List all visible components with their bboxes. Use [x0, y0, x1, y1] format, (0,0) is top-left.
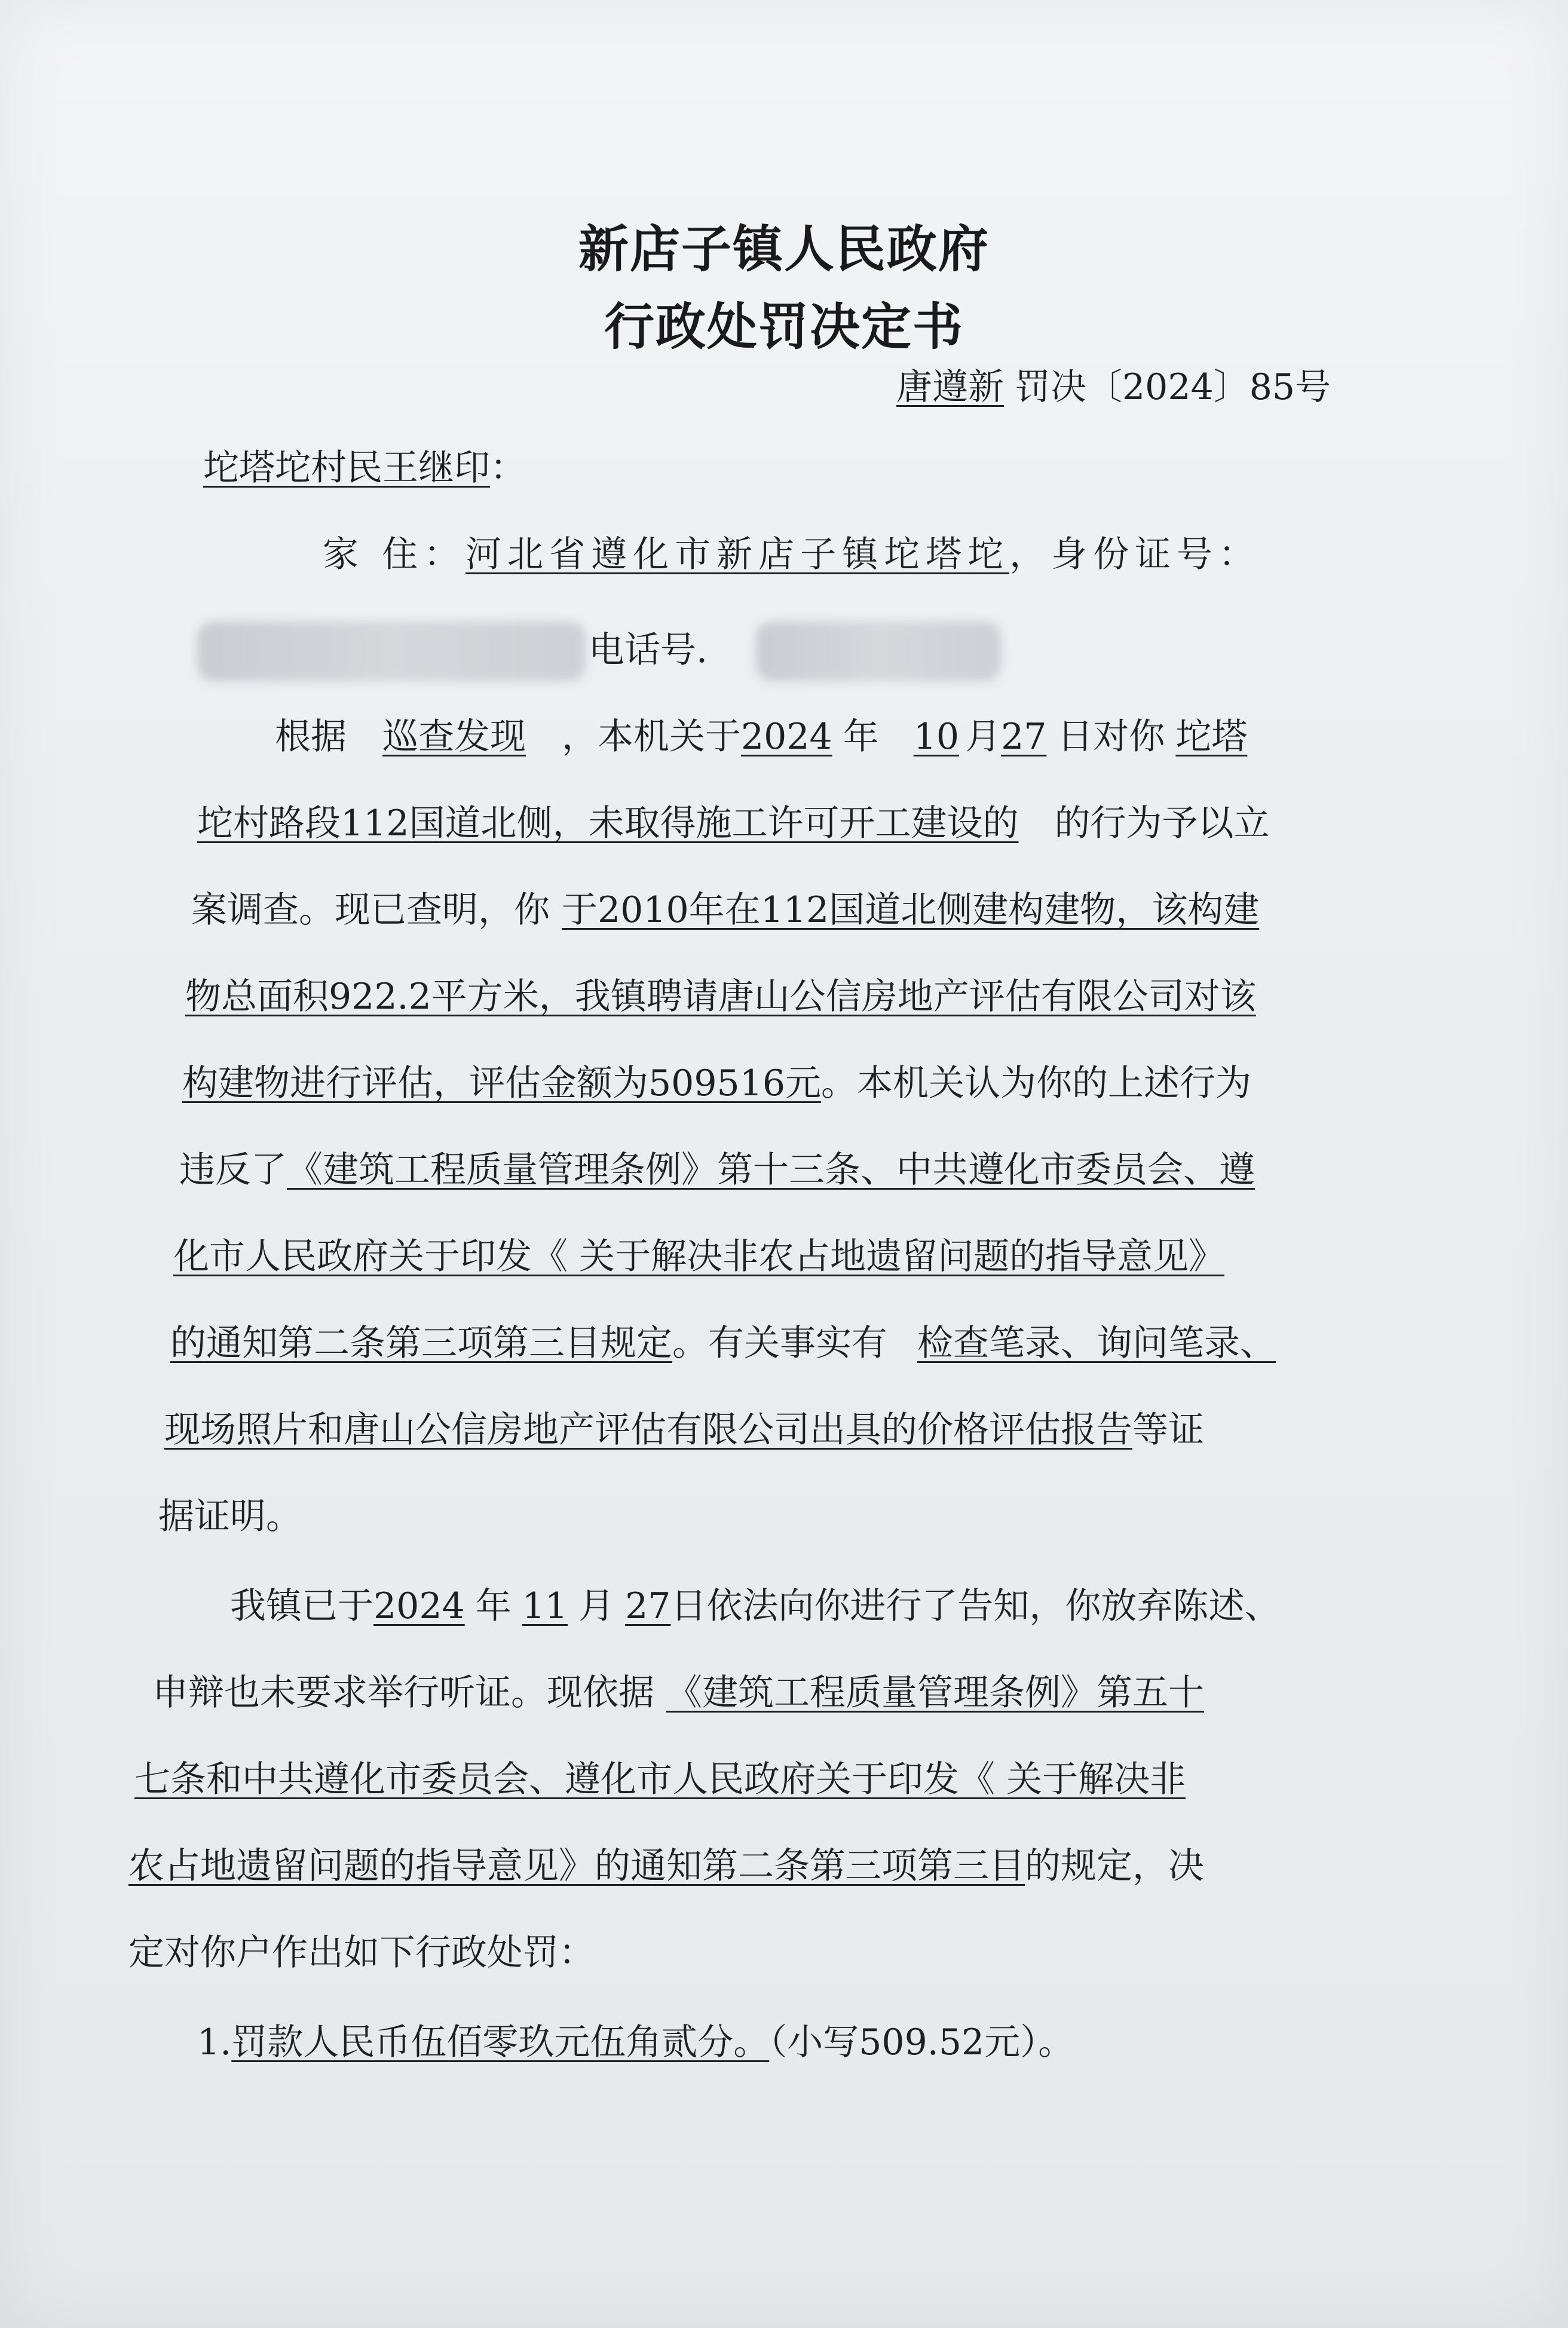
para2-line2: 申辩也未要求举行听证。现依据 《建筑工程质量管理条例》第五十 [152, 1672, 1204, 1714]
id-number-label: ，身份证号： [1009, 534, 1261, 575]
addressee: 坨塔坨村民王继印 [203, 447, 490, 489]
penalty-basis-1: 《建筑工程质量管理条例》第五十 [666, 1672, 1204, 1714]
evidence-2: 现场照片和唐山公信房地产评估有限公司出具的价格评估报告 [164, 1409, 1132, 1451]
doc-number-prefix: 唐遵新 [896, 366, 1004, 408]
para2-line4: 农占地遗留问题的指导意见》的通知第二条第三项第三目的规定，决 [128, 1845, 1204, 1887]
para1-line8: 的通知第二条第三项第三目规定。有关事实有 检查笔录、询问笔录、 [170, 1322, 1276, 1364]
violated-law-2: 化市人民政府关于印发《 关于解决非农占地遗留问题的指导意见》 [173, 1236, 1225, 1278]
findings-2: 物总面积922.2平方米，我镇聘请唐山公信房地产评估有限公司对该 [185, 976, 1256, 1018]
findings-1: 于2010年在112国道北侧建构建物，该构建 [562, 889, 1260, 931]
para1-line2: 坨村路段112国道北侧，未取得施工许可开工建设的 的行为予以立 [197, 802, 1270, 844]
evidence-1: 检查笔录、询问笔录、 [917, 1322, 1276, 1364]
para1-line7 [173, 1228, 1224, 1279]
para2-line1: 我镇已于2024 年 11 月 27日依法向你进行了告知，你放弃陈述、 [230, 1585, 1281, 1627]
violated-law-3: 的通知第二条第三项第三目规定 [170, 1322, 672, 1364]
document-title-line1: 新店子镇人民政府 [578, 220, 990, 278]
case-month: 10 [913, 716, 960, 758]
document-title-line2: 行政处罚决定书 [604, 298, 964, 356]
para2-line5: 定对你户作出如下行政处罚： [128, 1932, 595, 1974]
phone-label: 电话号. [589, 629, 708, 671]
redacted-phone-number [756, 621, 1001, 681]
notice-month: 11 [522, 1585, 568, 1627]
penalty-basis-3: 农占地遗留问题的指导意见》的通知第二条第三项第三目 [128, 1845, 1025, 1887]
para1-line9: 现场照片和唐山公信房地产评估有限公司出具的价格评估报告等证 [164, 1409, 1204, 1451]
phone-line [589, 621, 708, 673]
home-address: 河北省遵化市新店子镇坨塔坨 [466, 534, 1010, 575]
home-label: 家 住： [323, 534, 466, 575]
penalty-amount-text: 罚款人民币伍佰零玖元伍角贰分。 [231, 2021, 770, 2063]
redacted-id-number [197, 621, 586, 681]
basis: 巡查发现 [382, 716, 526, 758]
para1-line6: 违反了《建筑工程质量管理条例》第十三条、中共遵化市委员会、遵 [179, 1149, 1255, 1191]
document-number [860, 359, 1331, 410]
findings-3: 构建物进行评估，评估金额为509516元 [182, 1062, 822, 1104]
doc-number-suffix: 罚决〔2024〕85号 [1015, 366, 1331, 408]
para1-line3: 案调查。现已查明，你 于2010年在112国道北侧建构建物，该构建 [191, 889, 1260, 931]
penalty-item-1: 1.罚款人民币伍佰零玖元伍角贰分。（小写509.52元）。 [197, 2021, 1074, 2063]
notice-day: 27 [625, 1585, 671, 1627]
case-location: 坨村路段112国道北侧，未取得施工许可开工建设的 [197, 802, 1019, 844]
para1-line10: 据证明。 [158, 1496, 302, 1537]
penalty-amount-small: （小写509.52元）。 [769, 2021, 1074, 2063]
home-address-line [323, 526, 1260, 577]
case-day: 27 [1001, 716, 1047, 758]
case-year: 2024 [741, 716, 832, 758]
addressee-line: 坨塔坨村民王继印： [203, 447, 526, 489]
para1-line4 [185, 968, 1256, 1019]
para1-line5: 构建物进行评估，评估金额为509516元。本机关认为你的上述行为 [182, 1062, 1252, 1104]
notice-year: 2024 [373, 1585, 465, 1627]
para1-line1: 根据 巡查发现 ，本机关于2024 年 10 月27 日对你 坨塔 [275, 716, 1248, 758]
penalty-basis-2: 七条和中共遵化市委员会、遵化市人民政府关于印发《 关于解决非 [134, 1759, 1186, 1800]
para2-line3 [134, 1751, 1186, 1802]
violated-law-1: 《建筑工程质量管理条例》第十三条、中共遵化市委员会、遵 [287, 1149, 1255, 1191]
